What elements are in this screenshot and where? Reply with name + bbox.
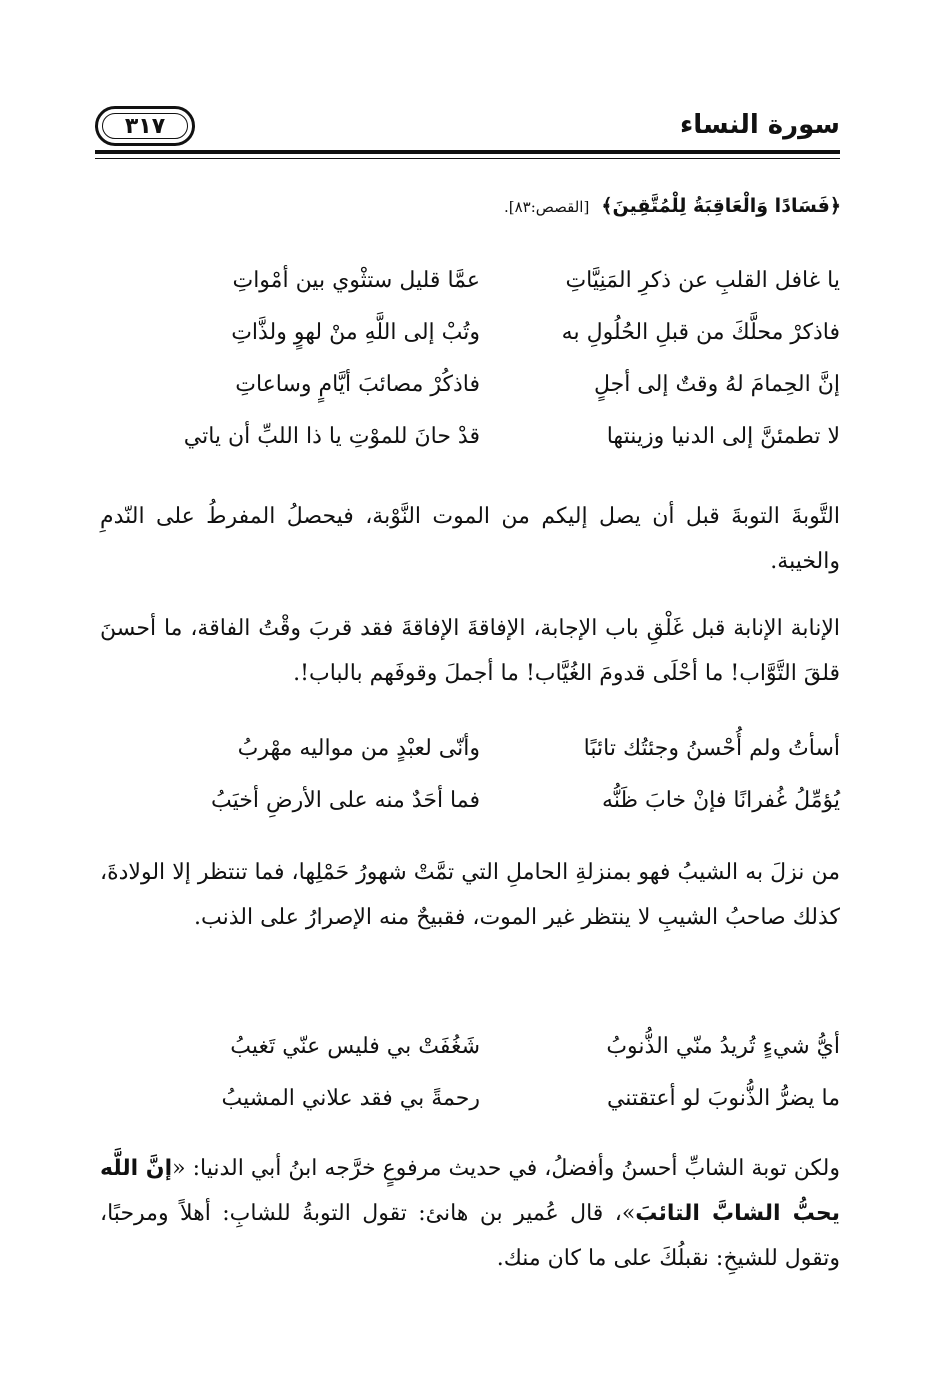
poem-hemistich-second: عمَّا قليل ستثْوي بين أمْواتِ [232, 267, 480, 293]
poem-row [120, 358, 840, 410]
quran-verse-reference: [القصص:٨٣]. [503, 198, 590, 216]
poem-row [120, 1072, 840, 1124]
paragraph-inaba: الإنابة الإنابة قبل غَلْقِ باب الإجابة، الإفاقةَ الإفاقةَ فقد قربَ وقْتُ الفاقة، ما أحسنَ قلقَ التَّوَّاب! ما أحْلَى قدومَ الغُيَّاب! ما أجملَ وقوفَهم بالباب!. [100, 616, 840, 686]
poem-hemistich-second: فاذكُرْ مصائبَ أيَّامٍ وساعاتِ [235, 371, 480, 397]
poem-hemistich-second: رحمةً بي فقد علاني المشيبُ [221, 1085, 480, 1111]
poem-hemistich-second: فما أحَدٌ منه على الأرضِ أخيَبُ [211, 787, 480, 813]
poem-row [120, 254, 840, 306]
poem-row [120, 1020, 840, 1072]
poem-row [120, 722, 840, 774]
poem-hemistich-second: وأنّى لعبْدٍ من مواليه مهْربُ [237, 735, 480, 761]
poem-hemistich-second: قدْ حانَ للموْتِ يا ذا اللبِّ أن ياتي [183, 423, 480, 449]
header-rule-thick [95, 150, 840, 154]
poem-hemistich-first: فاذكرْ محلَّكَ من قبلِ الحُلُولِ به [561, 319, 840, 345]
paragraph-text-before-hadith: ولكن توبة الشابِّ أحسنُ وأفضلُ، في حديث مرفوعٍ خرَّجه ابنُ أبي الدنيا: « [172, 1156, 840, 1181]
poem-hemistich-first: يُؤمِّلُ غُفرانًا فإنْ خابَ ظَنُّه [602, 787, 840, 813]
poem-block-1 [120, 254, 840, 462]
poem-row [120, 410, 840, 462]
poem-row [120, 306, 840, 358]
poem-hemistich-first: أيُّ شيءٍ تُريدُ منّي الذُّنوبُ [606, 1033, 840, 1059]
page-number-badge [95, 106, 195, 146]
poem-hemistich-first: لا تطمئنَّ إلى الدنيا وزينتها [606, 423, 840, 449]
poem-block-2 [120, 722, 840, 826]
poem-hemistich-first: إنَّ الحِمامَ لهُ وقتٌ إلى أجلٍ [593, 371, 840, 397]
paragraph-shayb: من نزلَ به الشيبُ فهو بمنزلةِ الحاملِ التي تمَّتْ شهورُ حَمْلِها، فما تنتظر إلا الولادةَ، كذلك صاحبُ الشيبِ لا ينتظر غير الموت، فقبيحٌ منه الإصرارُ على الذنب. [100, 860, 840, 930]
quran-verse-line [101, 186, 841, 227]
poem-hemistich-first: يا غافل القلبِ عن ذكرِ المَنِيَّاتِ [565, 267, 840, 293]
poem-hemistich-second: شَغُفَتْ بي فليس عنّي تَغيبُ [230, 1033, 480, 1059]
header-rule-thin [95, 158, 840, 159]
poem-hemistich-first: أسأتُ ولم أُحْسنُ وجئتُك تائبًا [583, 735, 840, 761]
poem-row [120, 774, 840, 826]
poem-block-3 [120, 1020, 840, 1124]
paragraph-tawba: التَّوبةَ التوبةَ قبل أن يصل إليكم من الموت النَّوْبة، فيحصلُ المفرطُ على النّدمِ والخيبة. [100, 504, 840, 574]
poem-hemistich-second: وتُبْ إلى اللَّهِ منْ لهوٍ ولذَّاتِ [231, 319, 480, 345]
surah-title: سورة النساء [679, 110, 840, 140]
page-header [95, 96, 840, 156]
poem-hemistich-first: ما يضرُّ الذُّنوبَ لو أعتقتني [606, 1085, 840, 1111]
paragraph-text-after-hadith: »، قال عُمير بن هانئ: تقول التوبةُ للشابِ: أهلاً ومرحبًا، وتقول للشيخِ: نقبلُكَ على ما كان منك. [100, 1201, 840, 1271]
quran-verse-text: ﴿فَسَادًا وَالْعَاقِبَةُ لِلْمُتَّقِينَ﴾ [601, 195, 841, 217]
hadith-quote: إنَّ اللَّه يحبُّ الشابَّ التائبَ [100, 1156, 840, 1226]
paragraph-young-repentance [100, 1146, 840, 1281]
page-number: ٣١٧ [124, 113, 166, 139]
